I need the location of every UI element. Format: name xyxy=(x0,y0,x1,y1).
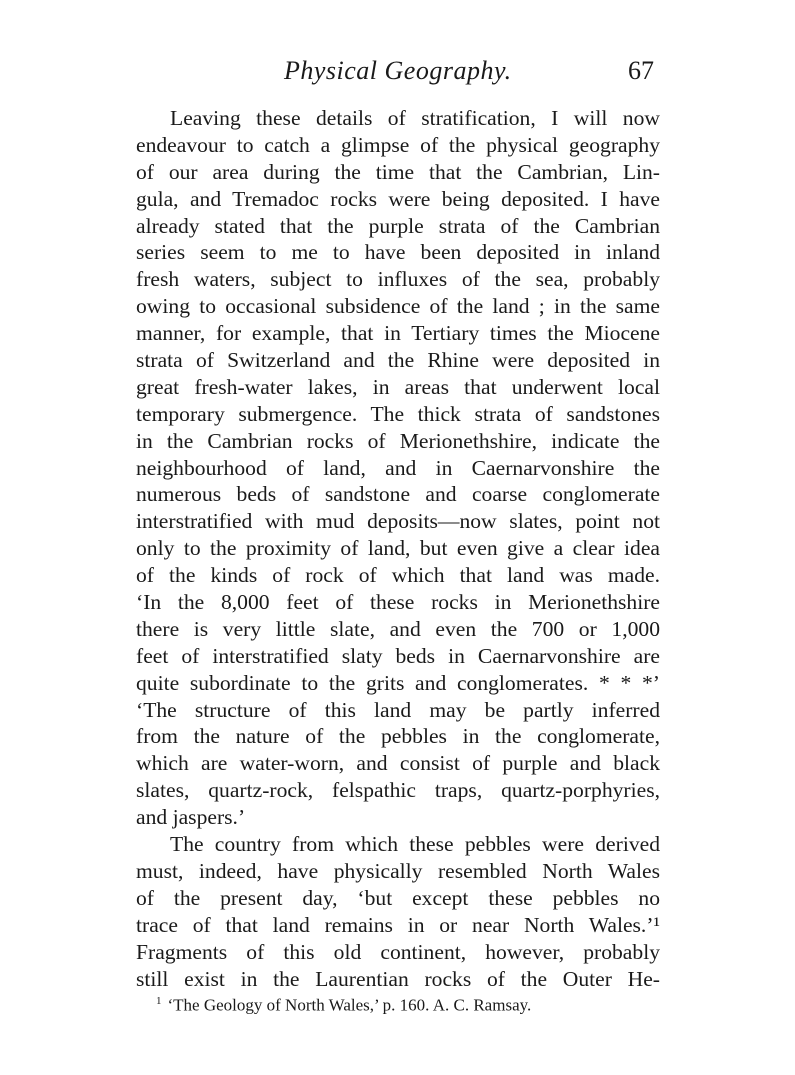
text-line: neighbourhood of land, and in Caernarvonshire the xyxy=(136,455,660,480)
text-line: already stated that the purple strata of the Cambrian xyxy=(136,213,660,238)
text-line: ‘In the 8,000 feet of these rocks in Merionethshire xyxy=(136,590,660,615)
text-line: which are water-worn, and consist of purple and black xyxy=(136,751,660,776)
text-line: in the Cambrian rocks of Merionethshire, indicate the xyxy=(136,428,660,453)
text-line: series seem to me to have been deposited in inland xyxy=(136,240,660,265)
body-text xyxy=(136,105,660,992)
text-line: quite subordinate to the grits and conglomerates. * * *’ xyxy=(136,670,660,695)
text-line: great fresh-water lakes, in areas that underwent local xyxy=(136,374,660,399)
text-line: Fragments of this old continent, however, probably xyxy=(136,939,660,964)
text-line: strata of Switzerland and the Rhine were deposited in xyxy=(136,348,660,373)
text-line: feet of interstratified slaty beds in Caernarvonshire are xyxy=(136,643,660,668)
text-line: manner, for example, that in Tertiary times the Miocene xyxy=(136,321,660,346)
text-line: only to the proximity of land, but even give a clear idea xyxy=(136,536,660,561)
text-line: Leaving these details of stratification, I will now xyxy=(170,106,660,130)
footnote xyxy=(156,990,656,1017)
text-line: trace of that land remains in or near North Wales.’¹ xyxy=(136,912,660,937)
footnote-text: ‘The Geology of North Wales,’ p. 160. A. C. Ramsay. xyxy=(167,995,532,1015)
running-head xyxy=(136,56,660,92)
footnote-marker: 1 xyxy=(156,995,162,1007)
text-line: owing to occasional subsidence of the land ; in the same xyxy=(136,294,660,319)
text-line: endeavour to catch a glimpse of the physical geography xyxy=(136,132,660,157)
text-line: still exist in the Laurentian rocks of the Outer He- xyxy=(136,966,660,991)
text-line: ‘The structure of this land may be partly inferred xyxy=(136,697,660,722)
text-line: temporary submergence. The thick strata of sandstones xyxy=(136,401,660,426)
text-line: from the nature of the pebbles in the conglomerate, xyxy=(136,724,660,749)
text-line: numerous beds of sandstone and coarse conglomerate xyxy=(136,482,660,507)
text-line: there is very little slate, and even the 700 or 1,000 xyxy=(136,616,660,641)
text-line: of the present day, ‘but except these pebbles no xyxy=(136,885,660,910)
text-line: fresh waters, subject to influxes of the sea, probably xyxy=(136,267,660,292)
text-line: slates, quartz-rock, felspathic traps, quartz-porphyries, xyxy=(136,778,660,803)
running-title: Physical Geography. xyxy=(284,56,512,85)
text-line: gula, and Tremadoc rocks were being deposited. I have xyxy=(136,186,660,211)
text-line: of our area during the time that the Cambrian, Lin- xyxy=(136,159,660,184)
text-line: The country from which these pebbles were derived xyxy=(170,832,660,857)
text-line: must, indeed, have physically resembled North Wales xyxy=(136,858,660,883)
text-line: and jaspers.’ xyxy=(136,805,246,830)
text-line: interstratified with mud deposits—now slates, point not xyxy=(136,509,660,534)
page-number: 67 xyxy=(628,56,654,85)
text-line: of the kinds of rock of which that land was made. xyxy=(136,563,660,588)
